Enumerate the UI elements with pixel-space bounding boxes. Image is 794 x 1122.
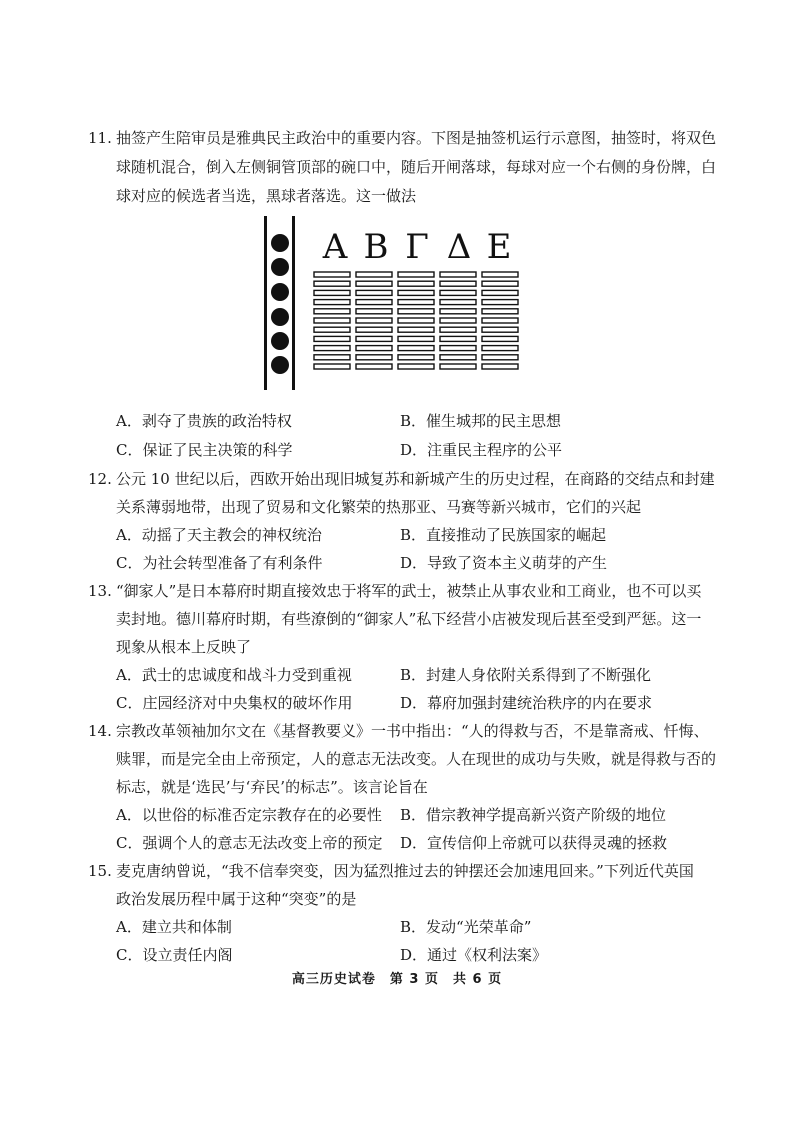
identity-slot — [482, 272, 518, 277]
question-15-option-a[interactable]: A．建立共和体制 — [116, 918, 232, 936]
identity-slot — [440, 327, 476, 332]
question-13-option-a[interactable]: A．武士的忠诚度和战斗力受到重视 — [116, 666, 352, 684]
identity-slot — [440, 290, 476, 295]
question-14-option-a[interactable]: A．以世俗的标准否定宗教存在的必要性 — [116, 806, 382, 824]
question-12-text-line-1: 公元 10 世纪以后，西欧开始出现旧城复苏和新城产生的历史过程，在商路的交结点和封建 — [116, 470, 715, 488]
identity-slot — [314, 355, 350, 360]
identity-slot — [398, 318, 434, 323]
identity-slot — [356, 318, 392, 323]
identity-slot — [314, 327, 350, 332]
tribe-letter-delta: Δ — [446, 227, 472, 267]
identity-slot — [314, 346, 350, 351]
identity-slot — [398, 300, 434, 305]
tube-right-wall — [292, 216, 295, 390]
identity-slot — [440, 355, 476, 360]
black-ball — [271, 332, 289, 350]
identity-slot — [440, 318, 476, 323]
identity-slot — [314, 336, 350, 341]
identity-slot — [482, 290, 518, 295]
identity-slot — [356, 346, 392, 351]
black-ball — [271, 308, 289, 326]
identity-slot — [482, 281, 518, 286]
identity-slot — [356, 364, 392, 369]
identity-slot — [398, 364, 434, 369]
question-14-option-d[interactable]: D．宣传信仰上帝就可以获得灵魂的拯救 — [400, 834, 668, 852]
question-13-option-b[interactable]: B．封建人身依附关系得到了不断强化 — [400, 666, 652, 684]
identity-slot — [356, 281, 392, 286]
identity-slot — [356, 327, 392, 332]
identity-slot — [314, 290, 350, 295]
question-15-option-b[interactable]: B．发动“光荣革命” — [400, 918, 532, 936]
page-footer: 高三历史试卷 第 3 页 共 6 页 — [291, 972, 503, 987]
identity-slot — [356, 355, 392, 360]
question-13-number: 13. — [88, 582, 112, 600]
question-15-text-line-2: 政治发展历程中属于这种“突变”的是 — [116, 890, 357, 908]
tribe-letter-alpha: Α — [322, 227, 348, 267]
identity-slot — [482, 300, 518, 305]
identity-slot — [482, 346, 518, 351]
question-11-text-line-2: 球随机混合，倒入左侧铜管顶部的碗口中，随后开闸落球，每球对应一个右侧的身份牌，白 — [116, 158, 717, 176]
identity-slot — [440, 281, 476, 286]
question-14-text-line-3: 标志，就是‘选民’与‘弃民’的标志”。该言论旨在 — [116, 778, 428, 796]
identity-slot — [398, 355, 434, 360]
black-ball — [271, 283, 289, 301]
question-13-text-line-2: 卖封地。德川幕府时期，有些潦倒的“御家人”私下经营小店被发现后甚至受到严惩。这一 — [116, 610, 702, 628]
question-13-text-line-3: 现象从根本上反映了 — [116, 638, 252, 656]
identity-slot — [440, 272, 476, 277]
question-14-option-b[interactable]: B．借宗教神学提高新兴资产阶级的地位 — [400, 806, 667, 824]
identity-slot — [314, 281, 350, 286]
black-ball — [271, 356, 289, 374]
identity-slot — [482, 309, 518, 314]
tribe-letter-beta: Β — [363, 227, 389, 267]
question-11-number: 11. — [88, 129, 112, 147]
question-12-option-d[interactable]: D．导致了资本主义萌芽的产生 — [400, 554, 608, 572]
question-12-option-c[interactable]: C．为社会转型准备了有利条件 — [116, 554, 323, 572]
question-14-text-line-1: 宗教改革领袖加尔文在《基督教要义》一书中指出：“人的得救与否，不是靠斋戒、忏悔、 — [116, 722, 709, 740]
identity-slot — [314, 272, 350, 277]
identity-slot — [314, 309, 350, 314]
identity-slot — [440, 336, 476, 341]
identity-slot — [398, 346, 434, 351]
identity-slot — [440, 364, 476, 369]
question-11-text-line-1: 抽签产生陪审员是雅典民主政治中的重要内容。下图是抽签机运行示意图，抽签时，将双色 — [116, 129, 717, 147]
tube-left-wall — [264, 216, 267, 390]
question-13-text-line-1: “御家人”是日本幕府时期直接效忠于将军的武士，被禁止从事农业和工商业，也不可以买 — [116, 582, 702, 600]
question-11-text-line-3: 球对应的候选者当选，黑球者落选。这一做法 — [116, 187, 417, 205]
identity-slot — [482, 318, 518, 323]
question-15-option-c[interactable]: C．设立责任内阁 — [116, 946, 233, 964]
tribe-letter-gamma: Γ — [405, 227, 429, 267]
question-11-option-b[interactable]: B．催生城邦的民主思想 — [400, 412, 562, 430]
identity-slot — [356, 309, 392, 314]
identity-slot — [356, 336, 392, 341]
identity-slot — [398, 272, 434, 277]
question-12-option-a[interactable]: A．动摇了天主教会的神权统治 — [116, 526, 322, 544]
identity-slot — [440, 346, 476, 351]
identity-slot — [398, 327, 434, 332]
question-11-option-a[interactable]: A．剥夺了贵族的政治特权 — [116, 412, 292, 430]
identity-slot — [398, 309, 434, 314]
identity-slot — [314, 300, 350, 305]
question-15-number: 15. — [88, 862, 112, 880]
question-14-number: 14. — [88, 722, 112, 740]
question-11-option-c[interactable]: C．保证了民主决策的科学 — [116, 441, 293, 459]
black-ball — [271, 234, 289, 252]
lottery-machine-figure — [262, 214, 524, 392]
identity-slot — [356, 272, 392, 277]
question-11-option-d[interactable]: D．注重民主程序的公平 — [400, 441, 563, 459]
question-14-option-c[interactable]: C．强调个人的意志无法改变上帝的预定 — [116, 834, 383, 852]
identity-slot — [482, 327, 518, 332]
identity-slot — [398, 336, 434, 341]
identity-slot — [482, 336, 518, 341]
identity-slot — [356, 300, 392, 305]
question-12-text-line-2: 关系薄弱地带，出现了贸易和文化繁荣的热那亚、马赛等新兴城市，它们的兴起 — [116, 498, 642, 516]
question-13-option-c[interactable]: C．庄园经济对中央集权的破坏作用 — [116, 694, 353, 712]
identity-slot — [482, 355, 518, 360]
identity-slot — [356, 290, 392, 295]
question-12-option-b[interactable]: B．直接推动了民族国家的崛起 — [400, 526, 607, 544]
identity-slot-grid — [314, 272, 518, 369]
identity-slot — [440, 300, 476, 305]
question-14-text-line-2: 赎罪，而是完全由上帝预定，人的意志无法改变。人在现世的成功与失败，就是得救与否的 — [116, 750, 717, 768]
question-12-number: 12. — [88, 470, 112, 488]
identity-slot — [398, 281, 434, 286]
identity-slot — [314, 318, 350, 323]
black-balls — [271, 234, 289, 374]
question-13-option-d[interactable]: D．幕府加强封建统治秩序的内在要求 — [400, 694, 653, 712]
identity-slot — [440, 309, 476, 314]
identity-slot — [314, 364, 350, 369]
black-ball — [271, 258, 289, 276]
identity-slot — [482, 364, 518, 369]
question-15-text-line-1: 麦克唐纳曾说，“我不信奉突变，因为猛烈推过去的钟摆还会加速甩回来。”下列近代英国 — [116, 862, 694, 880]
question-15-option-d[interactable]: D．通过《权利法案》 — [400, 946, 548, 964]
tribe-letter-epsilon: Ε — [486, 227, 512, 267]
identity-slot — [398, 290, 434, 295]
